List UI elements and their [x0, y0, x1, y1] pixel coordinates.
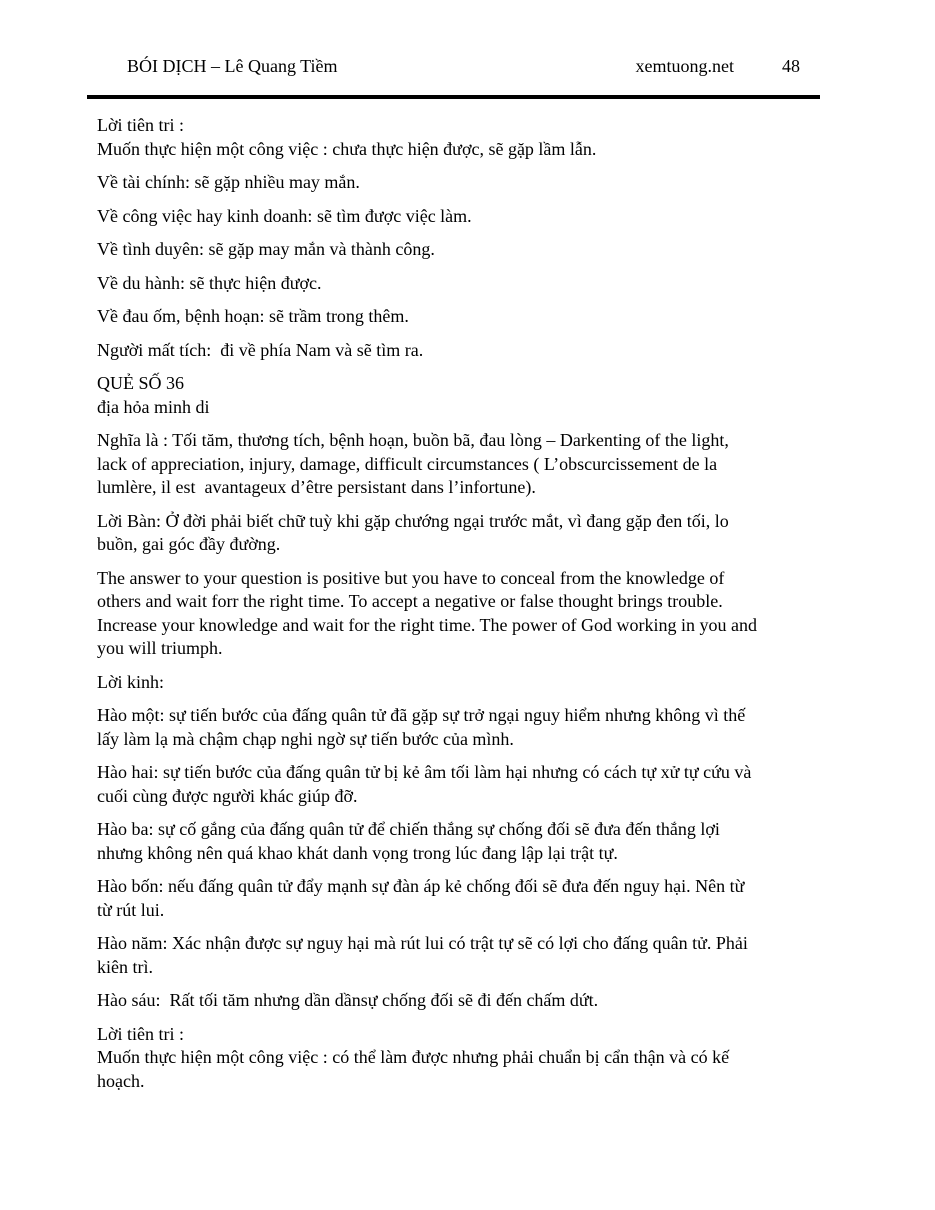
text-line: Về du hành: sẽ thực hiện được.	[97, 272, 322, 293]
text-line: từ rút lui.	[97, 899, 165, 920]
paragraph	[97, 238, 820, 262]
text-line: lấy làm lạ mà chậm chạp nghi ngờ sự tiến bước của mình.	[97, 728, 514, 749]
text-line: buồn, gai góc đầy đường.	[97, 534, 281, 554]
paragraph	[97, 704, 820, 751]
paragraph	[97, 171, 820, 195]
text-line: The answer to your question is positive but you have to conceal from the knowledge of	[97, 567, 725, 588]
document-body	[87, 114, 820, 1093]
text-line: Muốn thực hiện một công việc : có thể làm được nhưng phải chuẩn bị cẩn thận và có kế	[97, 1047, 730, 1067]
text-line: Lời kinh:	[97, 671, 165, 692]
paragraph	[97, 205, 820, 229]
document-title: BÓI DỊCH – Lê Quang Tiềm	[127, 56, 338, 76]
text-line: lumlère, il est avantageux d’être persistant dans l’infortune).	[97, 477, 536, 497]
text-line: Hào hai: sự tiến bước của đấng quân tử bị kẻ âm tối làm hại nhưng có cách tự xử tự cứu và	[97, 762, 752, 782]
text-line: Hào sáu: Rất tối tăm nhưng dần dầnsự chống đối sẽ đi đến chấm dứt.	[97, 990, 599, 1010]
website-name: xemtuong.net	[635, 56, 734, 76]
text-line: Về tài chính: sẽ gặp nhiều may mắn.	[97, 172, 360, 192]
page-number: 48	[782, 56, 800, 76]
text-line: hoạch.	[97, 1070, 145, 1091]
text-line: cuối cùng được người khác giúp đỡ.	[97, 785, 358, 806]
text-line: Người mất tích: đi về phía Nam và sẽ tìm ra.	[97, 339, 424, 360]
paragraph	[97, 671, 820, 695]
paragraph	[97, 761, 820, 808]
text-line: others and wait forr the right time. To accept a negative or false thought brings trouble.	[97, 591, 723, 611]
page-header	[87, 54, 820, 78]
text-line: Hào ba: sự cố gắng của đấng quân tử để chiến thắng sự chống đối sẽ đưa đến thắng lợi	[97, 819, 720, 839]
text-line: Hào bốn: nếu đấng quân tử đẩy mạnh sự đàn áp kẻ chống đối sẽ đưa đến nguy hại. Nên từ	[97, 876, 745, 896]
text-line: Lời tiên tri :	[97, 115, 185, 135]
text-line: nhưng không nên quá khao khát danh vọng trong lúc đang lập lại trật tự.	[97, 842, 618, 863]
text-line: Hào năm: Xác nhận được sự nguy hại mà rút lui có trật tự sẽ có lợi cho đấng quân tử. Phải	[97, 933, 748, 953]
text-line: Lời tiên tri :	[97, 1023, 185, 1044]
text-line: Về công việc hay kinh doanh: sẽ tìm được việc làm.	[97, 205, 472, 226]
paragraph	[97, 932, 820, 979]
paragraph	[97, 429, 820, 500]
header-rule	[87, 95, 820, 99]
text-line: Lời Bàn: Ở đời phải biết chữ tuỳ khi gặp chướng ngại trước mắt, vì đang gặp đen tối, lo	[97, 510, 729, 531]
text-line: Muốn thực hiện một công việc : chưa thực hiện được, sẽ gặp lầm lẫn.	[97, 138, 597, 159]
paragraph	[97, 114, 820, 161]
text-line: Hào một: sự tiến bước của đấng quân tử đã gặp sự trở ngại nguy hiểm nhưng không vì thế	[97, 705, 746, 725]
paragraph	[97, 818, 820, 865]
text-line: lack of appreciation, injury, damage, difficult circumstances ( L’obscurcissement de la	[97, 453, 718, 474]
content-frame	[87, 0, 820, 1093]
paragraph	[97, 1023, 820, 1094]
text-line: kiên trì.	[97, 956, 153, 977]
text-line: you will triumph.	[97, 638, 223, 658]
paragraph	[97, 989, 820, 1013]
text-line: Nghĩa là : Tối tăm, thương tích, bệnh hoạn, buồn bã, đau lòng – Darkenting of the light,	[97, 430, 729, 450]
text-line: QUẺ SỐ 36	[97, 373, 185, 393]
paragraph	[97, 272, 820, 296]
text-line: Về đau ốm, bệnh hoạn: sẽ trầm trong thêm.	[97, 306, 409, 326]
text-line: địa hỏa minh di	[97, 396, 210, 417]
paragraph	[97, 305, 820, 329]
paragraph	[97, 510, 820, 557]
paragraph	[97, 372, 820, 419]
text-line: Increase your knowledge and wait for the right time. The power of God working in you and	[97, 614, 757, 635]
text-line: Về tình duyên: sẽ gặp may mắn và thành công.	[97, 239, 435, 259]
paragraph	[97, 339, 820, 363]
paragraph	[97, 875, 820, 922]
paragraph	[97, 567, 820, 661]
